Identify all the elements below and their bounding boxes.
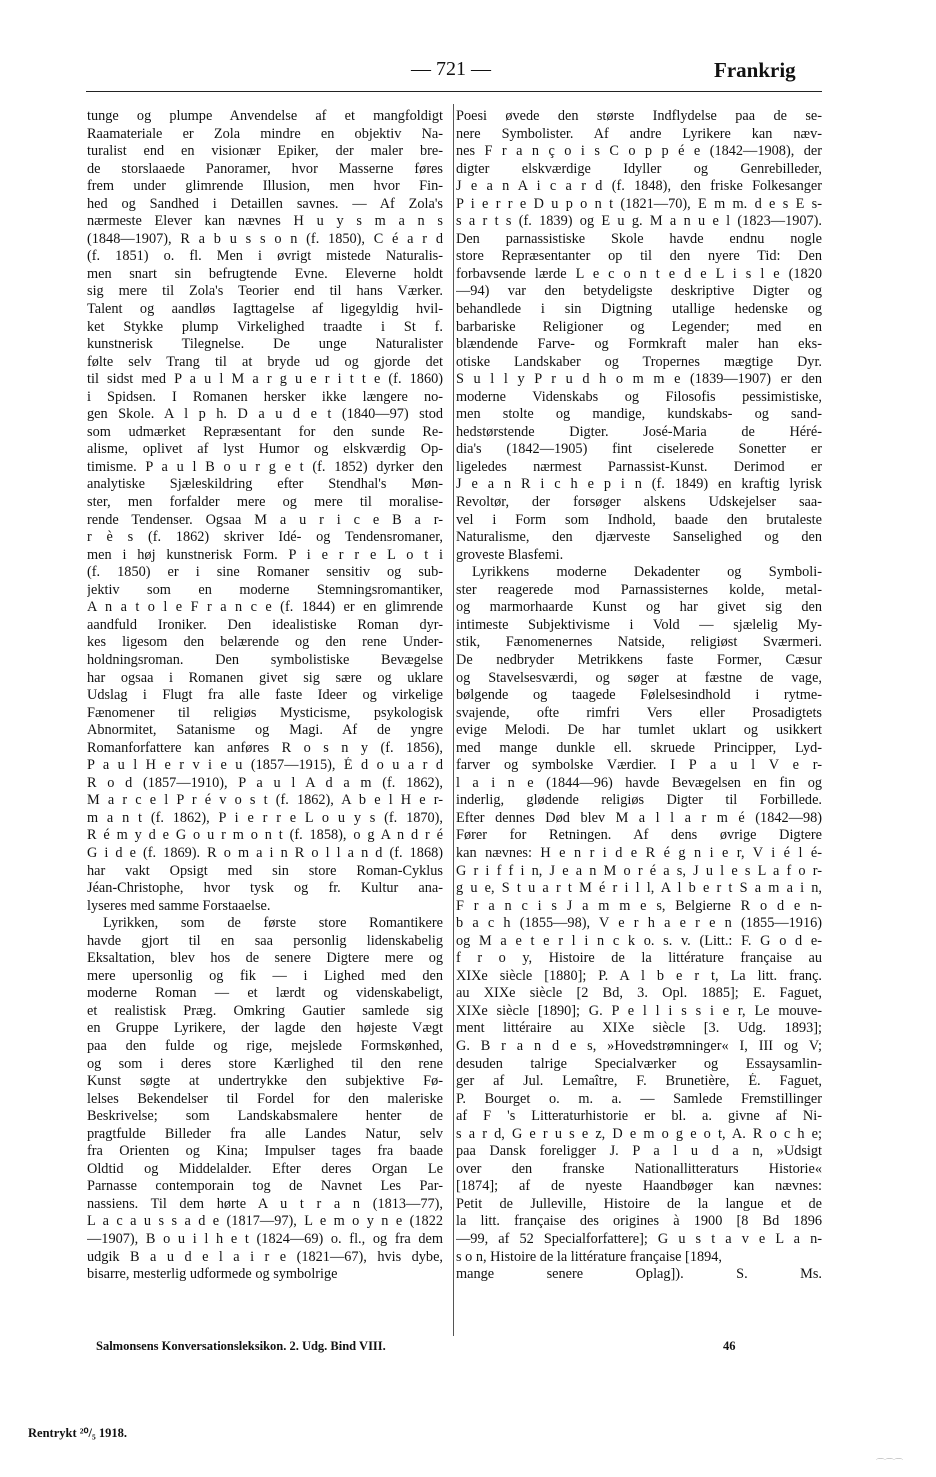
right-column-text-line: og Stavelsesværdi, og søger at fæstne de vage, <box>456 669 822 686</box>
left-column-text-line: frem under glimrende Illusion, men hvor Fin- <box>87 178 443 195</box>
right-column-text-line: S u l l y P r u d h o m m e (1839—1907) er den <box>456 371 822 388</box>
left-column-text-line: men i høj kunstnerisk Form. P i e r r e L o t i <box>87 546 443 563</box>
right-column-text-line: XIXe siècle [1880]; P. A l b e r t, La litt. franç. <box>456 967 822 984</box>
right-column-text-line: intimeste Subjektivisme i Vold — sjælelig My- <box>456 616 822 633</box>
right-column-text-line: nes F r a n ç o i s C o p p é e (1842—1908), der <box>456 143 822 160</box>
left-column-text-line: fra Orienten og Kina; Impulser tages fra baade <box>87 1143 443 1160</box>
left-column-text-line: tunge og plumpe Anvendelse af et mangfoldigt <box>87 108 443 124</box>
left-column-text-line: gen Skole. A l p h. D a u d e t (1840—97) stod <box>87 406 443 423</box>
right-column-text-line: mange senere Oplag]). S. Ms. <box>456 1266 822 1283</box>
right-column-text-line: og marmorhaarde Kunst og har givet sig den <box>456 599 822 616</box>
left-column-text-line: til sidst med P a u l M a r g u e r i t t e (f. 1860) <box>87 371 443 388</box>
left-column-text-line: nærmeste Elever kan nævnes H u y s m a n s <box>87 213 443 230</box>
left-column-text-line: Fænomener til religiøs Mysticisme, psykologisk <box>87 704 443 721</box>
reprint-note: Rentrykt ²⁰/₅ 1918. <box>28 1426 127 1440</box>
right-column-text-line: moderne Videnskabs og Filosofis pessimistiske, <box>456 388 822 405</box>
left-column-text-line: Romanforfattere kan anføres R o s n y (f. 1856), <box>87 739 443 756</box>
right-column-text-line: ligeledes nærmest Parnassist-Kunst. Derimod er <box>456 458 822 475</box>
right-column-text-line: [1874]; af de nyeste Haandbøger kan nævnes: <box>456 1178 822 1195</box>
left-column-text-line: sig mere til Zola's Teorier end til hans Værker. <box>87 283 443 300</box>
right-column-text-line: barbariske Religioner og Legender; med en <box>456 318 822 335</box>
right-column-text-line: blændende Farve- og Formkraft maler han eks- <box>456 336 822 353</box>
left-column-text-line: timisme. P a u l B o u r g e t (f. 1852) dyrker den <box>87 458 443 475</box>
page-number: — 721 — <box>411 58 491 80</box>
left-column-text-line: Jéan-Christophe, hvor tysk og fr. Kultur ana- <box>87 880 443 897</box>
left-column-text-line: paa den fulde og rige, mejslede Formskønhed, <box>87 1037 443 1054</box>
right-column-text-line: s a r d, G e r u s e z, D e m o g e o t, A. R o c h e; <box>456 1125 822 1142</box>
right-column-text-line: og M a e t e r l i n c k o. s. v. (Litt.: F. G o d e- <box>456 932 822 949</box>
right-column-text-line: ment littéraire au XIXe siècle [3. Udg. 1893]; <box>456 1020 822 1037</box>
left-column-text-line: G i d e (f. 1869). R o m a i n R o l l a n d (f. 1868) <box>87 844 443 861</box>
running-title: Frankrig <box>714 58 796 82</box>
right-column-text-line: bølgende og taagede Følelsesindhold i rytme- <box>456 687 822 704</box>
left-column-text-line: alisme, oplivet af lyst Humor og elskværdig Op- <box>87 441 443 458</box>
left-column-text-line: en Gruppe Lyrikere, der lagde den højeste Vægt <box>87 1020 443 1037</box>
right-column-text-line: paa Dansk foreligger J. P a l u d a n, »Udsigt <box>456 1143 822 1160</box>
right-column-text-line: Lyrikkens moderne Dekadenter og Symboli- <box>472 564 822 581</box>
right-column-text-line: P i e r r e D u p o n t (1821—70), E m m. d e s E s- <box>456 195 822 212</box>
right-column-text-line: P. Bourget o. m. a. — Samlede Fremstillinger <box>456 1090 822 1107</box>
right-column-text-line: Poesi øvede den største Indflydelse paa de se- <box>456 108 822 124</box>
right-column-text-line: Naturalisme, den djærveste Sanselighed og den <box>456 529 822 546</box>
pencil-scribble-mark: ⌒⌒⌒ <box>876 1459 904 1469</box>
left-column-text-line: R o d (1857—1910), P a u l A d a m (f. 1862), <box>87 774 443 791</box>
left-column-text-line: Beskrivelse; som Landskabsmalere henter de <box>87 1108 443 1125</box>
left-column-text-line: rende Tendenser. Ogsaa M a u r i c e B a r- <box>87 511 443 528</box>
right-column-text-line: J e a n A i c a r d (f. 1848), den friske Folkesanger <box>456 178 822 195</box>
right-column-text-line: vel i Form som Indhold, baade den brutaleste <box>456 511 822 528</box>
right-column-text-line: f r o y, Histoire de la littérature française au <box>456 950 822 967</box>
right-column-text-line: b a c h (1855—98), V e r h a e r e n (1855—1916) <box>456 915 822 932</box>
left-column-text-line: i Spidsen. I Romanen hersker ikke længere no- <box>87 388 443 405</box>
right-column-text-line: —94) var den betydeligste deskriptive Digter og <box>456 283 822 300</box>
left-column-text-line: (f. 1850) er i sine Romaner sensitiv og sub- <box>87 564 443 581</box>
right-column-text-line: G r i f f i n, J e a n M o r é a s, J u l e s L a f o r- <box>456 862 822 879</box>
right-column-text-line: groveste Blasfemi. <box>456 546 564 563</box>
right-column-text-line: s o n, Histoire de la littérature française [1894, <box>456 1248 722 1265</box>
left-column-text-line: (f. 1851) o. fl. Men i øvrigt mistede Naturalis- <box>87 248 443 265</box>
right-column-text-line: s a r t s (f. 1839) og E u g. M a n u e l (1823—1907). <box>456 213 822 230</box>
left-column-text-line: hed og Sandhed i Detaillen savnes. — Af Zola's <box>87 195 443 212</box>
right-column-text-line: dia's (1842—1905) fint ciselerede Sonetter er <box>456 441 822 458</box>
left-column-text-line: havde gjort til en saa personlig lidenskabelig <box>87 932 443 949</box>
left-column-text-line: men snart sin befrugtende Evne. Eleverne holdt <box>87 265 443 282</box>
left-column-text-line: jektiv som en moderne Stemningsromantiker, <box>87 581 443 598</box>
left-column-text-line: har vakt Opsigt med sin store Roman-Cyklus <box>87 862 443 879</box>
right-column-text-line: XIXe siècle [1890]; G. P e l l i s s i e r, Le mouve- <box>456 1002 822 1019</box>
right-column-text-line: forbavsende lærde L e c o n t e d e L i s l e (1820 <box>456 265 822 282</box>
right-column-text-line: kan nævnes: H e n r i d e R é g n i e r, V i é l é- <box>456 844 822 861</box>
left-column-text-line: ster, men forfalder mere og mere til moralise- <box>87 494 443 511</box>
left-column-text-line: har ogsaa i Romanen givet sig sære og uklare <box>87 669 443 686</box>
left-column-text-line: Raamateriale er Zola mindre en objektiv Na- <box>87 125 443 142</box>
sheet-number: 46 <box>723 1339 736 1353</box>
right-column-text-line: F r a n c i s J a m m e s, Belgierne R o d e n- <box>456 897 822 914</box>
left-column-text-line: udgik B a u d e l a i r e (1821—67), hvis dybe, <box>87 1248 443 1265</box>
left-column-text-line: bisarre, mesterlig udformede og symbolrige <box>87 1266 338 1283</box>
right-column-text-line: ger af Jul. Lemaître, F. Brunetière, É. Faguet, <box>456 1073 822 1090</box>
right-column-text-line: la litt. française des origines à 1900 [8 Bd 1896 <box>456 1213 822 1230</box>
right-column-text-line: behandlede i sin Digtning utallige hedenske og <box>456 301 822 318</box>
left-column-text-line: P a u l H e r v i e u (1857—1915), É d o u a r d <box>87 757 443 774</box>
right-column-text-line: Revoltør, der forsøger alskens Udskejelser saa- <box>456 494 822 511</box>
right-column-text-line: De nedbryder Metrikkens faste Former, Cæsur <box>456 651 822 668</box>
left-column-text-line: M a r c e l P r é v o s t (f. 1862), A b e l H e r- <box>87 792 443 809</box>
right-column-text-line: —99, af 52 Specialforfattere]; G u s t a v e L a n- <box>456 1231 822 1247</box>
left-column-text-line: nassiens. Til dem hørte A u t r a n (1813—77), <box>87 1195 443 1212</box>
left-column-text-line: de storslaaede Panoramer, hvor Masserne føres <box>87 160 443 177</box>
left-column-text-line: og som i deres store Kærlighed til den rene <box>87 1055 443 1072</box>
left-column-text-line: turalist end en visionær Epiker, der maler bre- <box>87 143 443 160</box>
right-column-text-line: J e a n R i c h e p i n (f. 1849) en kraftig lyrisk <box>456 476 822 493</box>
left-column-text-line: mere upersonlig og fik — i Lighed med den <box>87 967 443 984</box>
left-column-text-line: moderne Roman — et lærdt og videnskabeligt, <box>87 985 443 1002</box>
right-column-text-line: stik, Fænomenernes Natside, religiøst Sværmeri. <box>456 634 822 651</box>
left-column-text-line: Udslag i Flugt fra alle faste Ideer og virkelige <box>87 687 443 704</box>
right-column-text-line: svajende, ofte rimfri Vers eller Prosadigtets <box>456 704 822 721</box>
left-column-text-line: A n a t o l e F r a n c e (f. 1844) er en glimrende <box>87 599 443 616</box>
right-column-text-line: Fører for Retningen. Af dens øvrige Digtere <box>456 827 822 844</box>
left-column <box>87 108 443 1284</box>
left-column-text-line: r è s (f. 1862) skriver Idé- og Tendensromaner, <box>87 529 443 546</box>
right-column-text-line: store Repræsentanter op til den nyere Tid: Den <box>456 248 822 265</box>
right-column-text-line: ster reagerede mod Parnassisternes kolde, metal- <box>456 581 822 598</box>
left-column-text-line: R é m y d e G o u r m o n t (f. 1858), o g A n d r é <box>87 827 443 844</box>
right-column-text-line: Petit de Julleville, Histoire de la langue et de <box>456 1195 822 1212</box>
left-column-text-line: Kunst søgte at undertrykke den subjektive Fø- <box>87 1073 443 1090</box>
left-column-text-line: —1907), B o u i l h e t (1824—69) o. fl., og fra dem <box>87 1231 443 1247</box>
right-column-text-line: l a i n e (1844—96) havde Bevægelsen en fin og <box>456 774 822 791</box>
left-column-text-line: Talent og aandløs Iagttagelse af ligegyldig hvil- <box>87 301 443 318</box>
right-column-text-line: inderlig, glødende religiøs Digter til Forbillede. <box>456 792 822 809</box>
right-column-text-line: Efter dennes Død blev M a l l a r m é (1842—98) <box>456 809 822 826</box>
right-column-text-line: au XIXe siècle [2 Bd, 3. Opl. 1885]; E. Faguet, <box>456 985 822 1002</box>
right-column <box>456 108 822 1284</box>
right-column-text-line: farver og symbolske Værdier. I P a u l V e r- <box>456 757 822 774</box>
left-column-text-line: følte selv Trang til at bryde ud og gjorde det <box>87 353 443 370</box>
right-column-text-line: hedstørstende Digter. José-Maria de Héré- <box>456 423 822 440</box>
left-column-text-line: m a n t (f. 1862), P i e r r e L o u y s (f. 1870), <box>87 809 443 826</box>
left-column-text-line: lelses Bekendelser til Fordel for den maleriske <box>87 1090 443 1107</box>
left-column-text-line: pragtfulde Billeder fra alle Landes Natur, selv <box>87 1125 443 1142</box>
right-column-text-line: desuden talrige Specialværker og Essaysamlin- <box>456 1055 822 1072</box>
left-column-text-line: (1848—1907), R a b u s s o n (f. 1850), C é a r d <box>87 230 443 247</box>
left-column-text-line: et realistisk Præg. Omkring Gautier samlede sig <box>87 1002 443 1019</box>
right-column-text-line: otiske Landskaber og Tropernes mægtige Dyr. <box>456 353 822 370</box>
left-column-text-line: analytiske Sjæleskildring efter Stendhal's Møn- <box>87 476 443 493</box>
left-column-text-line: Abnormitet, Satanisme og Magi. Af de yngre <box>87 722 443 739</box>
right-column-text-line: men stolte og mandige, kundskabs- og sand- <box>456 406 822 423</box>
left-column-text-line: L a c a u s s a d e (1817—97), L e m o y n e (1822 <box>87 1213 443 1230</box>
left-column-text-line: ket Stykke plump Virkelighed traadte i St f. <box>87 318 443 335</box>
left-column-text-line: som udmærket Repræsentant for den sunde Re- <box>87 423 443 440</box>
right-column-text-line: evige Melodi. De har tumlet uklart og usikkert <box>456 722 822 739</box>
column-divider <box>453 104 454 1336</box>
left-column-text-line: kes ligesom den belærende og den rene Under- <box>87 634 443 651</box>
right-column-text-line: g u e, S t u a r t M é r i l l, A l b e r t S a m a i n, <box>456 880 822 897</box>
left-column-text-line: Parnasse contemporain tog de Navnet Les Par- <box>87 1178 443 1195</box>
right-column-text-line: Den parnassistiske Skole havde endnu nogle <box>456 230 822 247</box>
publication-line: Salmonsens Konversationsleksikon. 2. Udg. Bind VIII. <box>96 1339 386 1353</box>
left-column-text-line: Eksaltation, blev hos de senere Digtere mere og <box>87 950 443 967</box>
left-column-text-line: kunstnerisk Tilegnelse. De unge Naturalister <box>87 336 443 353</box>
right-column-text-line: med mange dunkle ell. skruede Principper, Lyd- <box>456 739 822 756</box>
right-column-text-line: nere Symbolister. Af andre Lyrikere kan næv- <box>456 125 822 142</box>
right-column-text-line: G. B r a n d e s, »Hovedstrømninger« I, III og V; <box>456 1037 822 1054</box>
left-column-text-line: aandfuld Ironiker. Den idealistiske Roman dyr- <box>87 616 443 633</box>
right-column-text-line: af F 's Litteraturhistorie er bl. a. givne af Ni- <box>456 1108 822 1125</box>
left-column-text-line: Oldtid og Middelalder. Efter deres Organ Le <box>87 1160 443 1177</box>
left-column-text-line: holdningsroman. Den symbolistiske Bevægelse <box>87 651 443 668</box>
right-column-text-line: digter elskværdige Idyller og Genrebilleder, <box>456 160 822 177</box>
left-column-text-line: Lyrikken, som de første store Romantikere <box>103 915 443 932</box>
header-rule <box>86 91 822 92</box>
left-column-text-line: lyseres med samme Forstaaelse. <box>87 897 271 914</box>
right-column-text-line: over den franske Nationallitteraturs Historie« <box>456 1160 822 1177</box>
